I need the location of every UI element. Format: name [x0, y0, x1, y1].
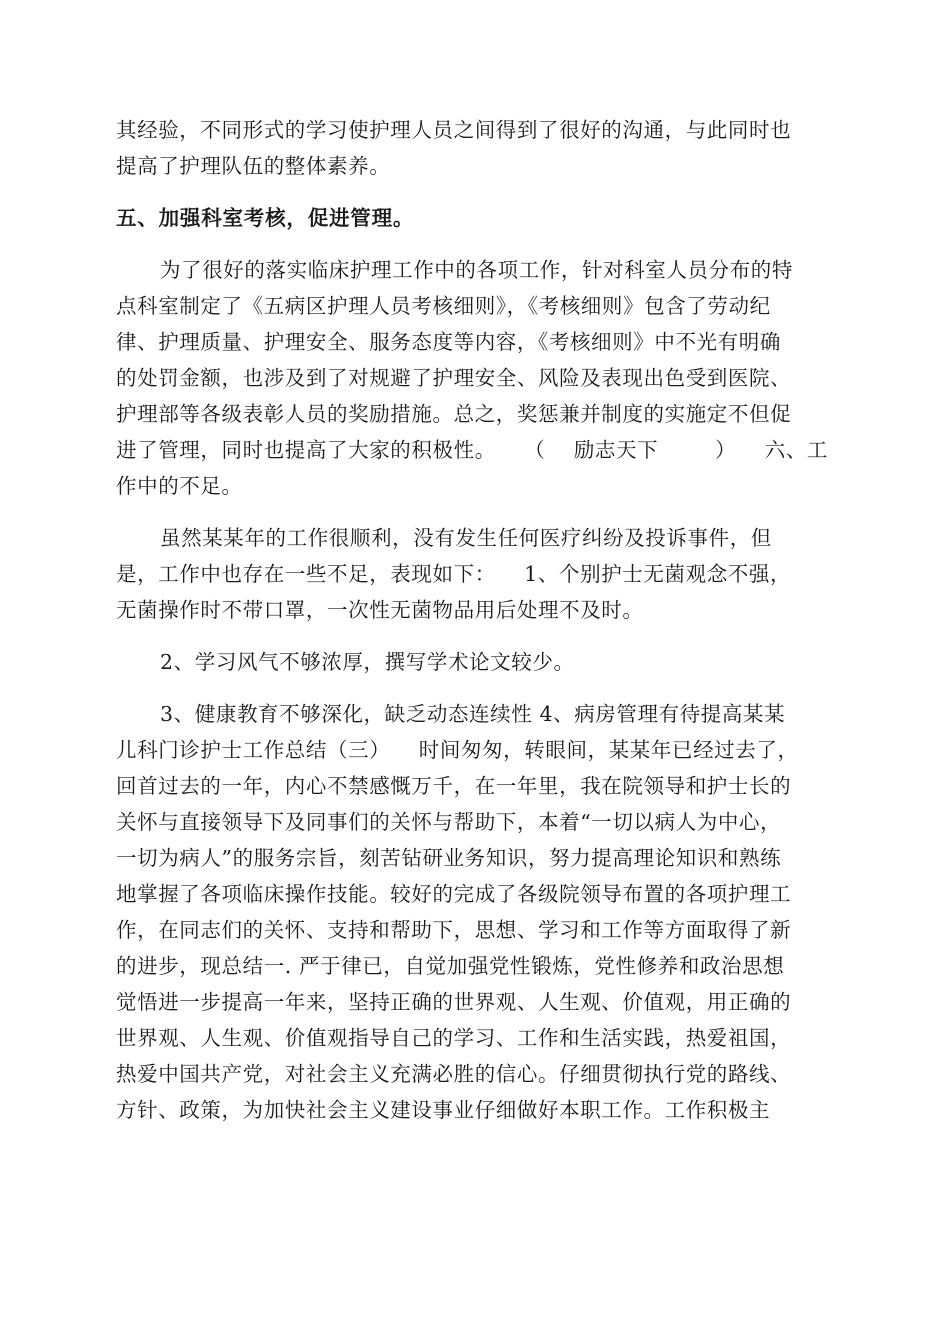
- text-line: 的处罚金额，也涉及到了对规避了护理安全、风险及表现出色受到医院、: [116, 366, 792, 390]
- text-line: 点科室制定了《五病区护理人员考核细则》，《考核细则》包含了劳动纪: [116, 294, 771, 318]
- text-line: 作中的不足。: [116, 474, 243, 498]
- text-line: 回首过去的一年，内心不禁感慨万千，在一年里，我在院领导和护士长的: [116, 774, 792, 798]
- text-line: 虽然某某年的工作很顺利，没有发生任何医疗纠纷及投诉事件，但: [160, 526, 772, 550]
- text-line: 无菌操作时不带口罩，一次性无菌物品用后处理不及时。: [116, 598, 644, 622]
- text-line: 儿科门诊护士工作总结（三） 时间匆匆，转眼间，某某年已经过去了，: [116, 738, 799, 762]
- text-line: 作，在同志们的关怀、支持和帮助下，思想、学习和工作等方面取得了新: [116, 918, 792, 942]
- text-line: 提高了护理队伍的整体素养。: [116, 154, 391, 178]
- text-line: 进了管理，同时也提高了大家的积极性。 （ 励志天下 ） 六、工: [116, 438, 829, 462]
- text-line: 其经验，不同形式的学习使护理人员之间得到了很好的沟通，与此同时也: [116, 118, 792, 142]
- text-line: 世界观、人生观、价值观指导自己的学习、工作和生活实践，热爱祖国，: [116, 1026, 792, 1050]
- text-line: 一切为病人”的服务宗旨，刻苦钻研业务知识，努力提高理论知识和熟练: [116, 846, 782, 870]
- text-line: 是，工作中也存在一些不足，表现如下： 1、个别护士无菌观念不强，: [116, 562, 792, 586]
- text-line: 觉悟进一步提高一年来，坚持正确的世界观、人生观、价值观，用正确的: [116, 990, 792, 1014]
- text-line: 关怀与直接领导下及同事们的关怀与帮助下，本着“一切以病人为中心，: [116, 810, 782, 834]
- text-line: 律、护理质量、护理安全、服务态度等内容，《考核细则》中不光有明确: [116, 330, 781, 354]
- text-line: 的进步，现总结一. 严于律已，自觉加强党性锻炼，党性修养和政治思想: [116, 954, 785, 978]
- text-line: 2、学习风气不够浓厚，撰写学术论文较少。: [160, 650, 575, 674]
- text-line: 护理部等各级表彰人员的奖励措施。总之，奖惩兼并制度的实施定不但促: [116, 402, 792, 426]
- text-line: 为了很好的落实临床护理工作中的各项工作，针对科室人员分布的特: [160, 258, 793, 282]
- section-heading: 五、加强科室考核，促进管理。: [116, 206, 415, 230]
- text-line: 方针、政策，为加快社会主义建设事业仔细做好本职工作。工作积极主: [116, 1098, 771, 1122]
- text-line: 热爱中国共产党，对社会主义充满必胜的信心。仔细贯彻执行党的路线、: [116, 1062, 792, 1086]
- document-page: [116, 112, 836, 1128]
- text-line: 3、健康教育不够深化，缺乏动态连续性 4、病房管理有待提高某某: [160, 702, 786, 726]
- text-line: 地掌握了各项临床操作技能。较好的完成了各级院领导布置的各项护理工: [116, 882, 792, 906]
